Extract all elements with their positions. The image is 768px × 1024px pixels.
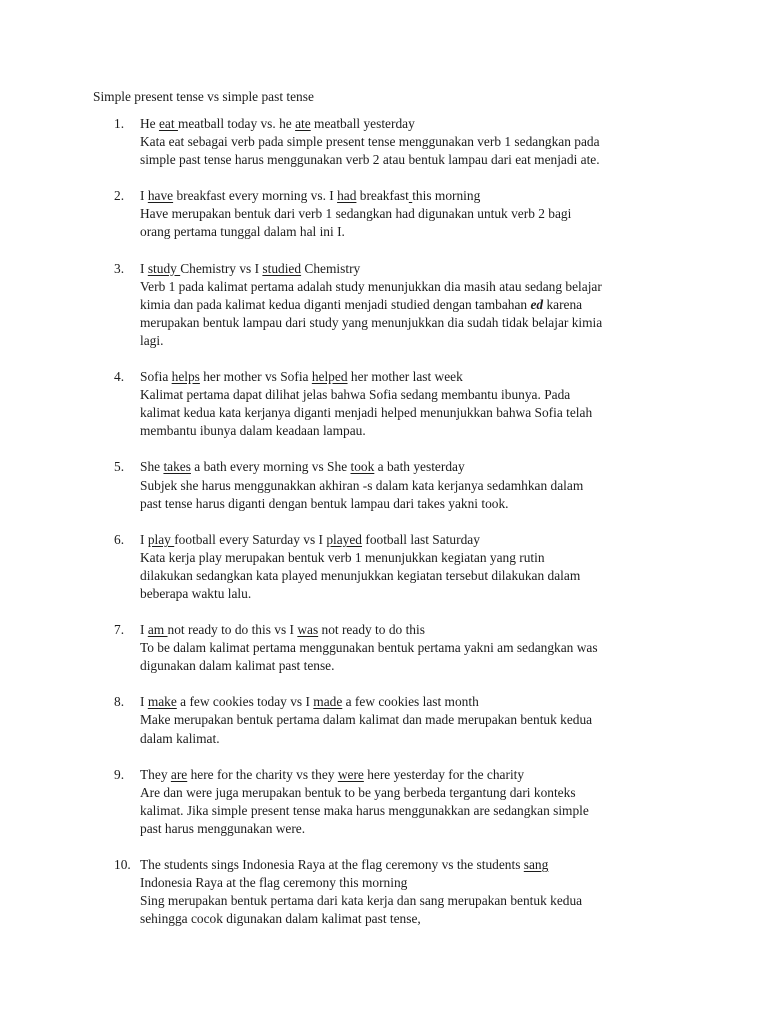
underlined-verb: are — [170, 766, 188, 782]
list-item — [93, 458, 693, 512]
explanation-line: membantu ibunya dalam keadaan lampau. — [140, 423, 366, 439]
explanation-line: lagi. — [140, 332, 164, 348]
list-item — [93, 693, 693, 747]
list-item — [93, 260, 693, 350]
explanation-line: kalimat. Jika simple present tense maka harus menggunakkan are sedangkan simple — [140, 802, 589, 818]
underlined-verb: sang — [523, 857, 549, 872]
explanation-line: beberapa waktu lalu. — [140, 585, 252, 601]
document-title: Simple present tense vs simple past tense — [93, 89, 314, 104]
underlined-verb: played — [326, 531, 363, 547]
list-item — [93, 368, 693, 440]
example-sentence-continued: Indonesia Raya at the flag ceremony this morning — [140, 875, 408, 891]
explanation-line: kimia dan pada kalimat kedua diganti menjadi studied dengan tambahan ed karena — [140, 296, 583, 312]
explanation-line: Kata kerja play merupakan bentuk verb 1 menunjukkan kegiatan yang rutin — [140, 549, 545, 565]
underlined-verb: make — [147, 694, 177, 710]
explanation-line: Kata eat sebagai verb pada simple present tense menggunakan verb 1 sedangkan pada — [140, 134, 600, 150]
explanation-line: To be dalam kalimat pertama menggunakan bentuk pertama yakni am sedangkan was — [140, 640, 598, 656]
list-number: 8. — [114, 694, 125, 710]
list-number: 4. — [114, 369, 125, 385]
numbered-list — [93, 115, 693, 946]
underlined-verb: studied — [262, 260, 302, 276]
explanation-line: past tense harus diganti dengan bentuk lampau dari takes yakni took. — [140, 495, 509, 511]
explanation-line: Verb 1 pada kalimat pertama adalah study menunjukkan dia masih atau sedang belajar — [140, 278, 602, 294]
underlined-verb: was — [297, 622, 319, 638]
underlined-verb: were — [337, 766, 364, 782]
list-number: 10. — [114, 857, 131, 872]
list-item-body — [140, 115, 693, 169]
explanation-line: merupakan bentuk lampau dari study yang menunjukkan dia sudah tidak belajar kimia — [140, 314, 603, 330]
explanation-line: orang pertama tunggal dalam hal ini I. — [140, 224, 345, 240]
list-number: 6. — [114, 531, 125, 547]
explanation-line: dilakukan sedangkan kata played menunjukkan kegiatan tersebut dilakukan dalam — [140, 567, 581, 583]
list-number: 1. — [114, 116, 125, 131]
list-item-body — [140, 766, 693, 838]
underlined-verb: took — [350, 459, 375, 475]
list-item — [93, 856, 693, 928]
explanation-line: simple past tense harus menggunakan verb 2 atau bentuk lampau dari eat menjadi ate. — [140, 152, 600, 168]
list-item-body — [140, 260, 693, 350]
list-item-body — [140, 621, 693, 675]
explanation-line: Subjek she harus menggunakkan akhiran -s dalam kata kerjanya sedamhkan dalam — [140, 477, 584, 493]
emphasized-suffix: ed — [530, 296, 544, 312]
example-sentence: They are here for the charity vs they were here yesterday for the charity — [140, 766, 525, 782]
example-sentence: The students sings Indonesia Raya at the flag ceremony vs the students sang — [140, 857, 549, 872]
list-number: 3. — [114, 260, 125, 276]
list-item — [93, 115, 693, 169]
underlined-verb: helped — [311, 369, 348, 385]
explanation-line: Kalimat pertama dapat dilihat jelas bahwa Sofia sedang membantu ibunya. Pada — [140, 387, 571, 403]
list-item — [93, 621, 693, 675]
underlined-verb: eat — [158, 116, 178, 131]
explanation-line: Sing merupakan bentuk pertama dari kata kerja dan sang merupakan bentuk kedua — [140, 893, 583, 909]
list-number: 2. — [114, 188, 125, 204]
example-sentence: I have breakfast every morning vs. I had breakfast this morning — [140, 188, 481, 204]
list-number: 5. — [114, 459, 125, 475]
explanation-line: dalam kalimat. — [140, 730, 220, 746]
list-number: 9. — [114, 766, 125, 782]
explanation-line: kalimat kedua kata kerjanya diganti menjadi helped menunjukkan bahwa Sofia telah — [140, 405, 593, 421]
underlined-verb: study — [147, 260, 181, 276]
underlined-verb: had — [337, 188, 357, 204]
explanation-line: Have merupakan bentuk dari verb 1 sedangkan had digunakan untuk verb 2 bagi — [140, 206, 572, 222]
explanation-line: Make merupakan bentuk pertama dalam kalimat dan made merupakan bentuk kedua — [140, 712, 593, 728]
underlined-verb: have — [147, 188, 174, 204]
underlined-verb: ate — [295, 116, 311, 131]
example-sentence: I am not ready to do this vs I was not ready to do this — [140, 622, 425, 638]
example-sentence: I play football every Saturday vs I played football last Saturday — [140, 531, 480, 547]
list-number: 7. — [114, 622, 125, 638]
underlined-verb: play — [147, 531, 175, 547]
example-sentence: I study Chemistry vs I studied Chemistry — [140, 260, 361, 276]
underlined-verb: am — [147, 622, 168, 638]
underlined-verb — [409, 188, 412, 203]
explanation-line: past harus menggunakan were. — [140, 820, 306, 836]
list-item — [93, 187, 693, 241]
underlined-verb: made — [313, 694, 343, 710]
list-item-body — [140, 693, 693, 747]
list-item-body — [140, 856, 693, 928]
example-sentence: She takes a bath every morning vs She took a bath yesterday — [140, 459, 465, 475]
example-sentence: I make a few cookies today vs I made a few cookies last month — [140, 694, 479, 710]
example-sentence: Sofia helps her mother vs Sofia helped her mother last week — [140, 369, 463, 385]
list-item-body — [140, 458, 693, 512]
explanation-line: digunakan dalam kalimat past tense. — [140, 658, 335, 674]
explanation-line: sehingga cocok digunakan dalam kalimat past tense, — [140, 911, 421, 927]
list-item — [93, 766, 693, 838]
underlined-verb: takes — [163, 459, 191, 475]
list-item-body — [140, 187, 693, 241]
example-sentence: He eat meatball today vs. he ate meatball yesterday — [140, 116, 415, 131]
list-item — [93, 531, 693, 603]
underlined-verb: helps — [171, 369, 200, 385]
explanation-line: Are dan were juga merupakan bentuk to be yang berbeda tergantung dari konteks — [140, 784, 576, 800]
list-item-body — [140, 531, 693, 603]
list-item-body — [140, 368, 693, 440]
